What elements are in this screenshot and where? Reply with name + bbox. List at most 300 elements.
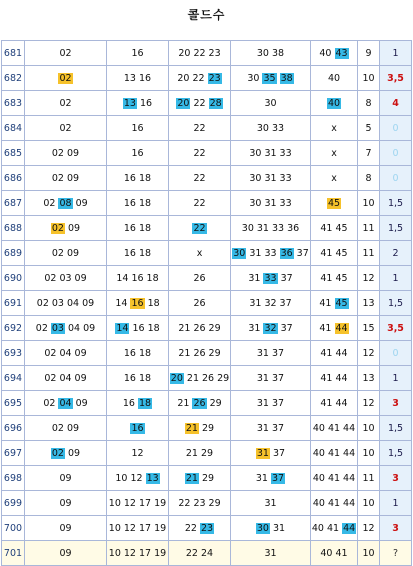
number-text: x <box>331 172 337 184</box>
number-text: 31 37 <box>256 372 285 384</box>
draw-number: 694 <box>2 366 25 391</box>
number-group-4 <box>231 316 311 341</box>
result-cell: 0 <box>380 341 412 366</box>
number-group-3 <box>169 241 231 266</box>
number-text: 02 03 04 09 <box>36 297 95 309</box>
table-row <box>2 316 412 341</box>
number-group-4 <box>231 416 311 441</box>
number-text: 31 <box>264 497 277 509</box>
number-group-4 <box>231 241 311 266</box>
number-group-2 <box>107 391 169 416</box>
number-group-1 <box>25 116 107 141</box>
number-group-5 <box>311 116 358 141</box>
number-group-1 <box>25 516 107 541</box>
number-text: 40 41 44 <box>312 447 356 459</box>
number-text: 02 <box>59 97 72 109</box>
table-row <box>2 166 412 191</box>
highlight-blue: 33 <box>264 272 277 284</box>
highlight-yellow: 02 <box>59 72 72 84</box>
number-text: 31 33 <box>246 247 280 259</box>
number-group-1 <box>25 141 107 166</box>
number-text: 02 09 <box>51 147 80 159</box>
result-cell: 0 <box>380 141 412 166</box>
number-text: 21 26 29 <box>178 322 221 334</box>
number-text: 41 44 <box>320 347 348 359</box>
number-group-5 <box>311 241 358 266</box>
number-text: 22 23 29 <box>178 497 221 509</box>
number-text: 09 <box>72 197 88 209</box>
count-cell: 10 <box>358 441 380 466</box>
number-text: x <box>331 147 337 159</box>
number-text: 30 31 33 36 <box>241 222 300 234</box>
result-cell: 1,5 <box>380 291 412 316</box>
number-text: 09 <box>59 547 72 559</box>
number-text: 02 <box>43 397 59 409</box>
number-text: 10 12 17 19 <box>108 547 167 559</box>
draw-number: 700 <box>2 516 25 541</box>
result-cell: 1,5 <box>380 416 412 441</box>
number-text: 02 <box>43 197 59 209</box>
number-text: 09 <box>59 497 72 509</box>
number-group-4 <box>231 541 311 566</box>
number-text: 22 <box>184 522 200 534</box>
table-row <box>2 366 412 391</box>
result-cell: 1 <box>380 41 412 66</box>
number-group-1 <box>25 541 107 566</box>
number-text: 12 <box>131 447 144 459</box>
draw-number: 687 <box>2 191 25 216</box>
number-group-4 <box>231 216 311 241</box>
number-text: 02 <box>59 47 72 59</box>
number-text: 22 <box>193 122 206 134</box>
number-group-1 <box>25 366 107 391</box>
number-text: 22 <box>193 172 206 184</box>
number-text: 14 <box>115 297 131 309</box>
number-text: 41 44 <box>320 372 348 384</box>
number-group-3 <box>169 466 231 491</box>
number-text: 41 45 <box>320 272 348 284</box>
highlight-blue: 26 <box>193 397 206 409</box>
number-group-2 <box>107 266 169 291</box>
number-text: 41 45 <box>320 222 348 234</box>
number-group-1 <box>25 216 107 241</box>
number-text: 31 37 <box>256 347 285 359</box>
number-text: 31 37 <box>256 397 285 409</box>
count-cell: 10 <box>358 416 380 441</box>
highlight-blue: 43 <box>335 47 348 59</box>
draw-number: 697 <box>2 441 25 466</box>
number-text: 10 12 17 19 <box>108 497 167 509</box>
highlight-blue: 45 <box>335 297 348 309</box>
number-text: 02 09 <box>51 422 80 434</box>
count-cell: 9 <box>358 41 380 66</box>
number-text: 10 12 <box>115 472 146 484</box>
table-row <box>2 291 412 316</box>
number-text: 21 <box>177 397 193 409</box>
draw-number: 692 <box>2 316 25 341</box>
number-group-2 <box>107 341 169 366</box>
number-group-1 <box>25 491 107 516</box>
number-group-1 <box>25 416 107 441</box>
highlight-yellow: 31 <box>256 447 269 459</box>
highlight-yellow: 02 <box>51 222 64 234</box>
number-group-3 <box>169 91 231 116</box>
number-text: 02 03 09 <box>44 272 87 284</box>
highlight-yellow: 21 <box>185 422 198 434</box>
number-group-4 <box>231 116 311 141</box>
number-group-1 <box>25 166 107 191</box>
highlight-blue: 40 <box>327 97 341 109</box>
number-group-4 <box>231 291 311 316</box>
number-group-4 <box>231 391 311 416</box>
result-cell: 3 <box>380 516 412 541</box>
count-cell: 11 <box>358 241 380 266</box>
number-text: 16 <box>131 147 144 159</box>
number-group-5 <box>311 216 358 241</box>
number-group-4 <box>231 466 311 491</box>
highlight-blue: 22 <box>193 222 206 234</box>
number-text: 18 <box>144 297 160 309</box>
highlight-blue: 04 <box>59 397 72 409</box>
draw-number: 691 <box>2 291 25 316</box>
number-text: 22 <box>193 147 206 159</box>
table-row <box>2 441 412 466</box>
number-group-3 <box>169 391 231 416</box>
number-text: 41 <box>319 322 335 334</box>
number-text: 40 <box>327 72 341 84</box>
number-group-2 <box>107 141 169 166</box>
number-group-2 <box>107 166 169 191</box>
number-text: 31 <box>264 547 277 559</box>
number-group-1 <box>25 241 107 266</box>
number-text: 02 <box>35 322 51 334</box>
highlight-blue: 32 <box>264 322 277 334</box>
table-row <box>2 216 412 241</box>
number-text: 21 26 29 <box>183 372 230 384</box>
result-cell: 3,5 <box>380 66 412 91</box>
number-group-3 <box>169 266 231 291</box>
number-group-2 <box>107 416 169 441</box>
number-text: 31 <box>248 272 264 284</box>
result-cell: 1 <box>380 366 412 391</box>
number-group-1 <box>25 191 107 216</box>
number-group-5 <box>311 91 358 116</box>
highlight-blue: 28 <box>209 97 222 109</box>
number-text: 13 16 <box>123 72 152 84</box>
table-row <box>2 191 412 216</box>
number-group-2 <box>107 216 169 241</box>
number-group-2 <box>107 516 169 541</box>
count-cell: 10 <box>358 191 380 216</box>
highlight-yellow: 16 <box>131 297 144 309</box>
number-text: 09 <box>64 222 81 234</box>
count-cell: 13 <box>358 291 380 316</box>
number-text: 10 12 17 19 <box>108 522 167 534</box>
number-text: 02 09 <box>51 247 80 259</box>
number-text: 31 <box>255 472 271 484</box>
count-cell: 10 <box>358 541 380 566</box>
result-cell: 3,5 <box>380 316 412 341</box>
number-text: 21 29 <box>185 447 214 459</box>
highlight-blue: 44 <box>343 522 356 534</box>
table-row <box>2 91 412 116</box>
highlight-blue: 30 <box>256 522 269 534</box>
number-group-2 <box>107 91 169 116</box>
number-group-4 <box>231 166 311 191</box>
number-group-5 <box>311 516 358 541</box>
number-text: 31 32 37 <box>249 297 292 309</box>
count-cell: 5 <box>358 116 380 141</box>
number-group-3 <box>169 316 231 341</box>
number-group-4 <box>231 41 311 66</box>
number-text: 20 22 <box>177 72 208 84</box>
highlight-blue: 14 <box>116 322 129 334</box>
number-text: x <box>196 247 203 259</box>
number-text: 16 <box>136 97 153 109</box>
cold-number-table <box>1 40 412 566</box>
number-group-2 <box>107 316 169 341</box>
number-text: 16 18 <box>123 247 152 259</box>
number-group-1 <box>25 341 107 366</box>
highlight-blue: 18 <box>139 397 152 409</box>
count-cell: 8 <box>358 166 380 191</box>
number-text: 09 <box>64 447 81 459</box>
draw-number: 693 <box>2 341 25 366</box>
highlight-blue: 13 <box>123 97 136 109</box>
number-text: x <box>331 122 337 134</box>
draw-number: 688 <box>2 216 25 241</box>
number-group-3 <box>169 416 231 441</box>
number-group-3 <box>169 166 231 191</box>
number-text: 26 <box>193 297 206 309</box>
highlight-blue: 21 <box>185 472 198 484</box>
draw-number: 695 <box>2 391 25 416</box>
number-text: 02 09 <box>51 172 80 184</box>
result-cell: 4 <box>380 91 412 116</box>
number-group-5 <box>311 166 358 191</box>
number-group-5 <box>311 366 358 391</box>
number-text: 22 <box>190 97 209 109</box>
highlight-blue: 08 <box>59 197 72 209</box>
number-text: 16 18 <box>123 172 152 184</box>
count-cell: 15 <box>358 316 380 341</box>
count-cell: 12 <box>358 266 380 291</box>
number-text: 29 <box>198 422 215 434</box>
number-text: 16 <box>131 47 144 59</box>
number-text: 31 <box>248 322 264 334</box>
highlight-yellow: 44 <box>335 322 348 334</box>
highlight-yellow: 45 <box>327 197 341 209</box>
number-group-4 <box>231 266 311 291</box>
table-row <box>2 466 412 491</box>
table-row <box>2 66 412 91</box>
number-text: 20 22 23 <box>178 47 221 59</box>
highlight-blue: 03 <box>51 322 64 334</box>
table-row <box>2 341 412 366</box>
result-cell: ? <box>380 541 412 566</box>
highlight-blue: 02 <box>51 447 64 459</box>
number-group-5 <box>311 441 358 466</box>
number-text: 30 31 33 <box>249 147 292 159</box>
number-text: 40 41 44 <box>312 472 356 484</box>
result-cell: 1 <box>380 266 412 291</box>
number-text: 21 26 29 <box>178 347 221 359</box>
number-group-3 <box>169 66 231 91</box>
number-group-1 <box>25 266 107 291</box>
highlight-blue: 37 <box>272 472 285 484</box>
table-row <box>2 116 412 141</box>
highlight-blue: 20 <box>177 97 190 109</box>
number-text: 37 <box>269 447 286 459</box>
highlight-blue: 23 <box>208 72 221 84</box>
count-cell: 11 <box>358 216 380 241</box>
number-text: 16 <box>122 397 138 409</box>
number-group-3 <box>169 541 231 566</box>
number-group-3 <box>169 116 231 141</box>
draw-number: 685 <box>2 141 25 166</box>
number-group-4 <box>231 91 311 116</box>
highlight-blue: 13 <box>146 472 159 484</box>
number-text: 14 16 18 <box>116 272 159 284</box>
result-cell: 1,5 <box>380 441 412 466</box>
number-text: 30 33 <box>256 122 285 134</box>
table-row <box>2 491 412 516</box>
number-group-5 <box>311 41 358 66</box>
number-group-1 <box>25 391 107 416</box>
draw-number: 696 <box>2 416 25 441</box>
number-group-2 <box>107 441 169 466</box>
number-group-5 <box>311 291 358 316</box>
number-group-3 <box>169 366 231 391</box>
draw-number: 683 <box>2 91 25 116</box>
number-text: 37 <box>277 322 293 334</box>
count-cell: 11 <box>358 466 380 491</box>
number-text: 16 <box>131 122 144 134</box>
number-text: 04 09 <box>64 322 96 334</box>
number-group-3 <box>169 216 231 241</box>
number-group-4 <box>231 141 311 166</box>
table-row <box>2 516 412 541</box>
draw-number: 698 <box>2 466 25 491</box>
draw-number: 699 <box>2 491 25 516</box>
number-text: 37 <box>277 272 293 284</box>
number-group-2 <box>107 66 169 91</box>
number-group-2 <box>107 41 169 66</box>
number-text: 30 <box>247 72 263 84</box>
number-text: 40 <box>319 47 335 59</box>
number-text: 41 <box>319 297 335 309</box>
result-cell: 3 <box>380 466 412 491</box>
draw-number: 686 <box>2 166 25 191</box>
highlight-blue: 35 <box>263 72 276 84</box>
count-cell: 12 <box>358 391 380 416</box>
number-text: 09 <box>72 397 88 409</box>
number-text: 40 41 44 <box>312 422 356 434</box>
number-text: 02 04 09 <box>44 372 87 384</box>
number-text: 29 <box>206 397 222 409</box>
number-group-2 <box>107 366 169 391</box>
number-group-5 <box>311 416 358 441</box>
number-group-1 <box>25 316 107 341</box>
result-cell: 2 <box>380 241 412 266</box>
number-text: 16 18 <box>123 222 152 234</box>
number-group-4 <box>231 191 311 216</box>
number-group-4 <box>231 516 311 541</box>
result-cell: 1,5 <box>380 216 412 241</box>
number-text: 40 41 <box>320 547 348 559</box>
number-group-5 <box>311 466 358 491</box>
count-cell: 10 <box>358 66 380 91</box>
table-row <box>2 416 412 441</box>
number-text: 30 <box>264 97 277 109</box>
count-cell: 7 <box>358 141 380 166</box>
result-cell: 1 <box>380 491 412 516</box>
number-group-5 <box>311 141 358 166</box>
number-text: 22 24 <box>185 547 214 559</box>
number-group-2 <box>107 116 169 141</box>
number-group-3 <box>169 41 231 66</box>
number-text: 09 <box>59 522 72 534</box>
number-group-4 <box>231 341 311 366</box>
number-group-2 <box>107 541 169 566</box>
number-group-4 <box>231 441 311 466</box>
number-group-5 <box>311 66 358 91</box>
table-row <box>2 241 412 266</box>
number-group-5 <box>311 191 358 216</box>
number-text: 16 18 <box>123 372 152 384</box>
number-text: 16 18 <box>123 197 152 209</box>
number-group-4 <box>231 66 311 91</box>
number-text: 02 04 09 <box>44 347 87 359</box>
page-title: 콜드수 <box>187 8 226 22</box>
draw-number: 681 <box>2 41 25 66</box>
number-group-2 <box>107 491 169 516</box>
result-cell: 0 <box>380 116 412 141</box>
number-text: 31 <box>269 522 286 534</box>
number-text: 16 18 <box>129 322 160 334</box>
result-cell: 1,5 <box>380 191 412 216</box>
highlight-blue: 38 <box>280 72 293 84</box>
number-text: 16 18 <box>123 347 152 359</box>
count-cell: 8 <box>358 91 380 116</box>
table-row <box>2 141 412 166</box>
number-text: 40 41 44 <box>312 497 356 509</box>
number-group-1 <box>25 41 107 66</box>
highlight-blue: 36 <box>280 247 293 259</box>
number-group-4 <box>231 366 311 391</box>
number-group-3 <box>169 341 231 366</box>
highlight-blue: 20 <box>170 372 183 384</box>
number-text: 30 31 33 <box>249 197 292 209</box>
highlight-blue: 30 <box>233 247 246 259</box>
count-cell: 12 <box>358 516 380 541</box>
count-cell: 12 <box>358 341 380 366</box>
number-text: 09 <box>59 472 72 484</box>
number-group-3 <box>169 141 231 166</box>
highlight-blue: 23 <box>201 522 214 534</box>
table-row <box>2 541 412 566</box>
number-group-3 <box>169 191 231 216</box>
draw-number: 701 <box>2 541 25 566</box>
draw-number: 689 <box>2 241 25 266</box>
number-text: 02 <box>59 122 72 134</box>
count-cell: 13 <box>358 366 380 391</box>
number-group-3 <box>169 516 231 541</box>
number-group-2 <box>107 191 169 216</box>
number-group-1 <box>25 466 107 491</box>
count-cell: 10 <box>358 491 380 516</box>
number-group-2 <box>107 466 169 491</box>
